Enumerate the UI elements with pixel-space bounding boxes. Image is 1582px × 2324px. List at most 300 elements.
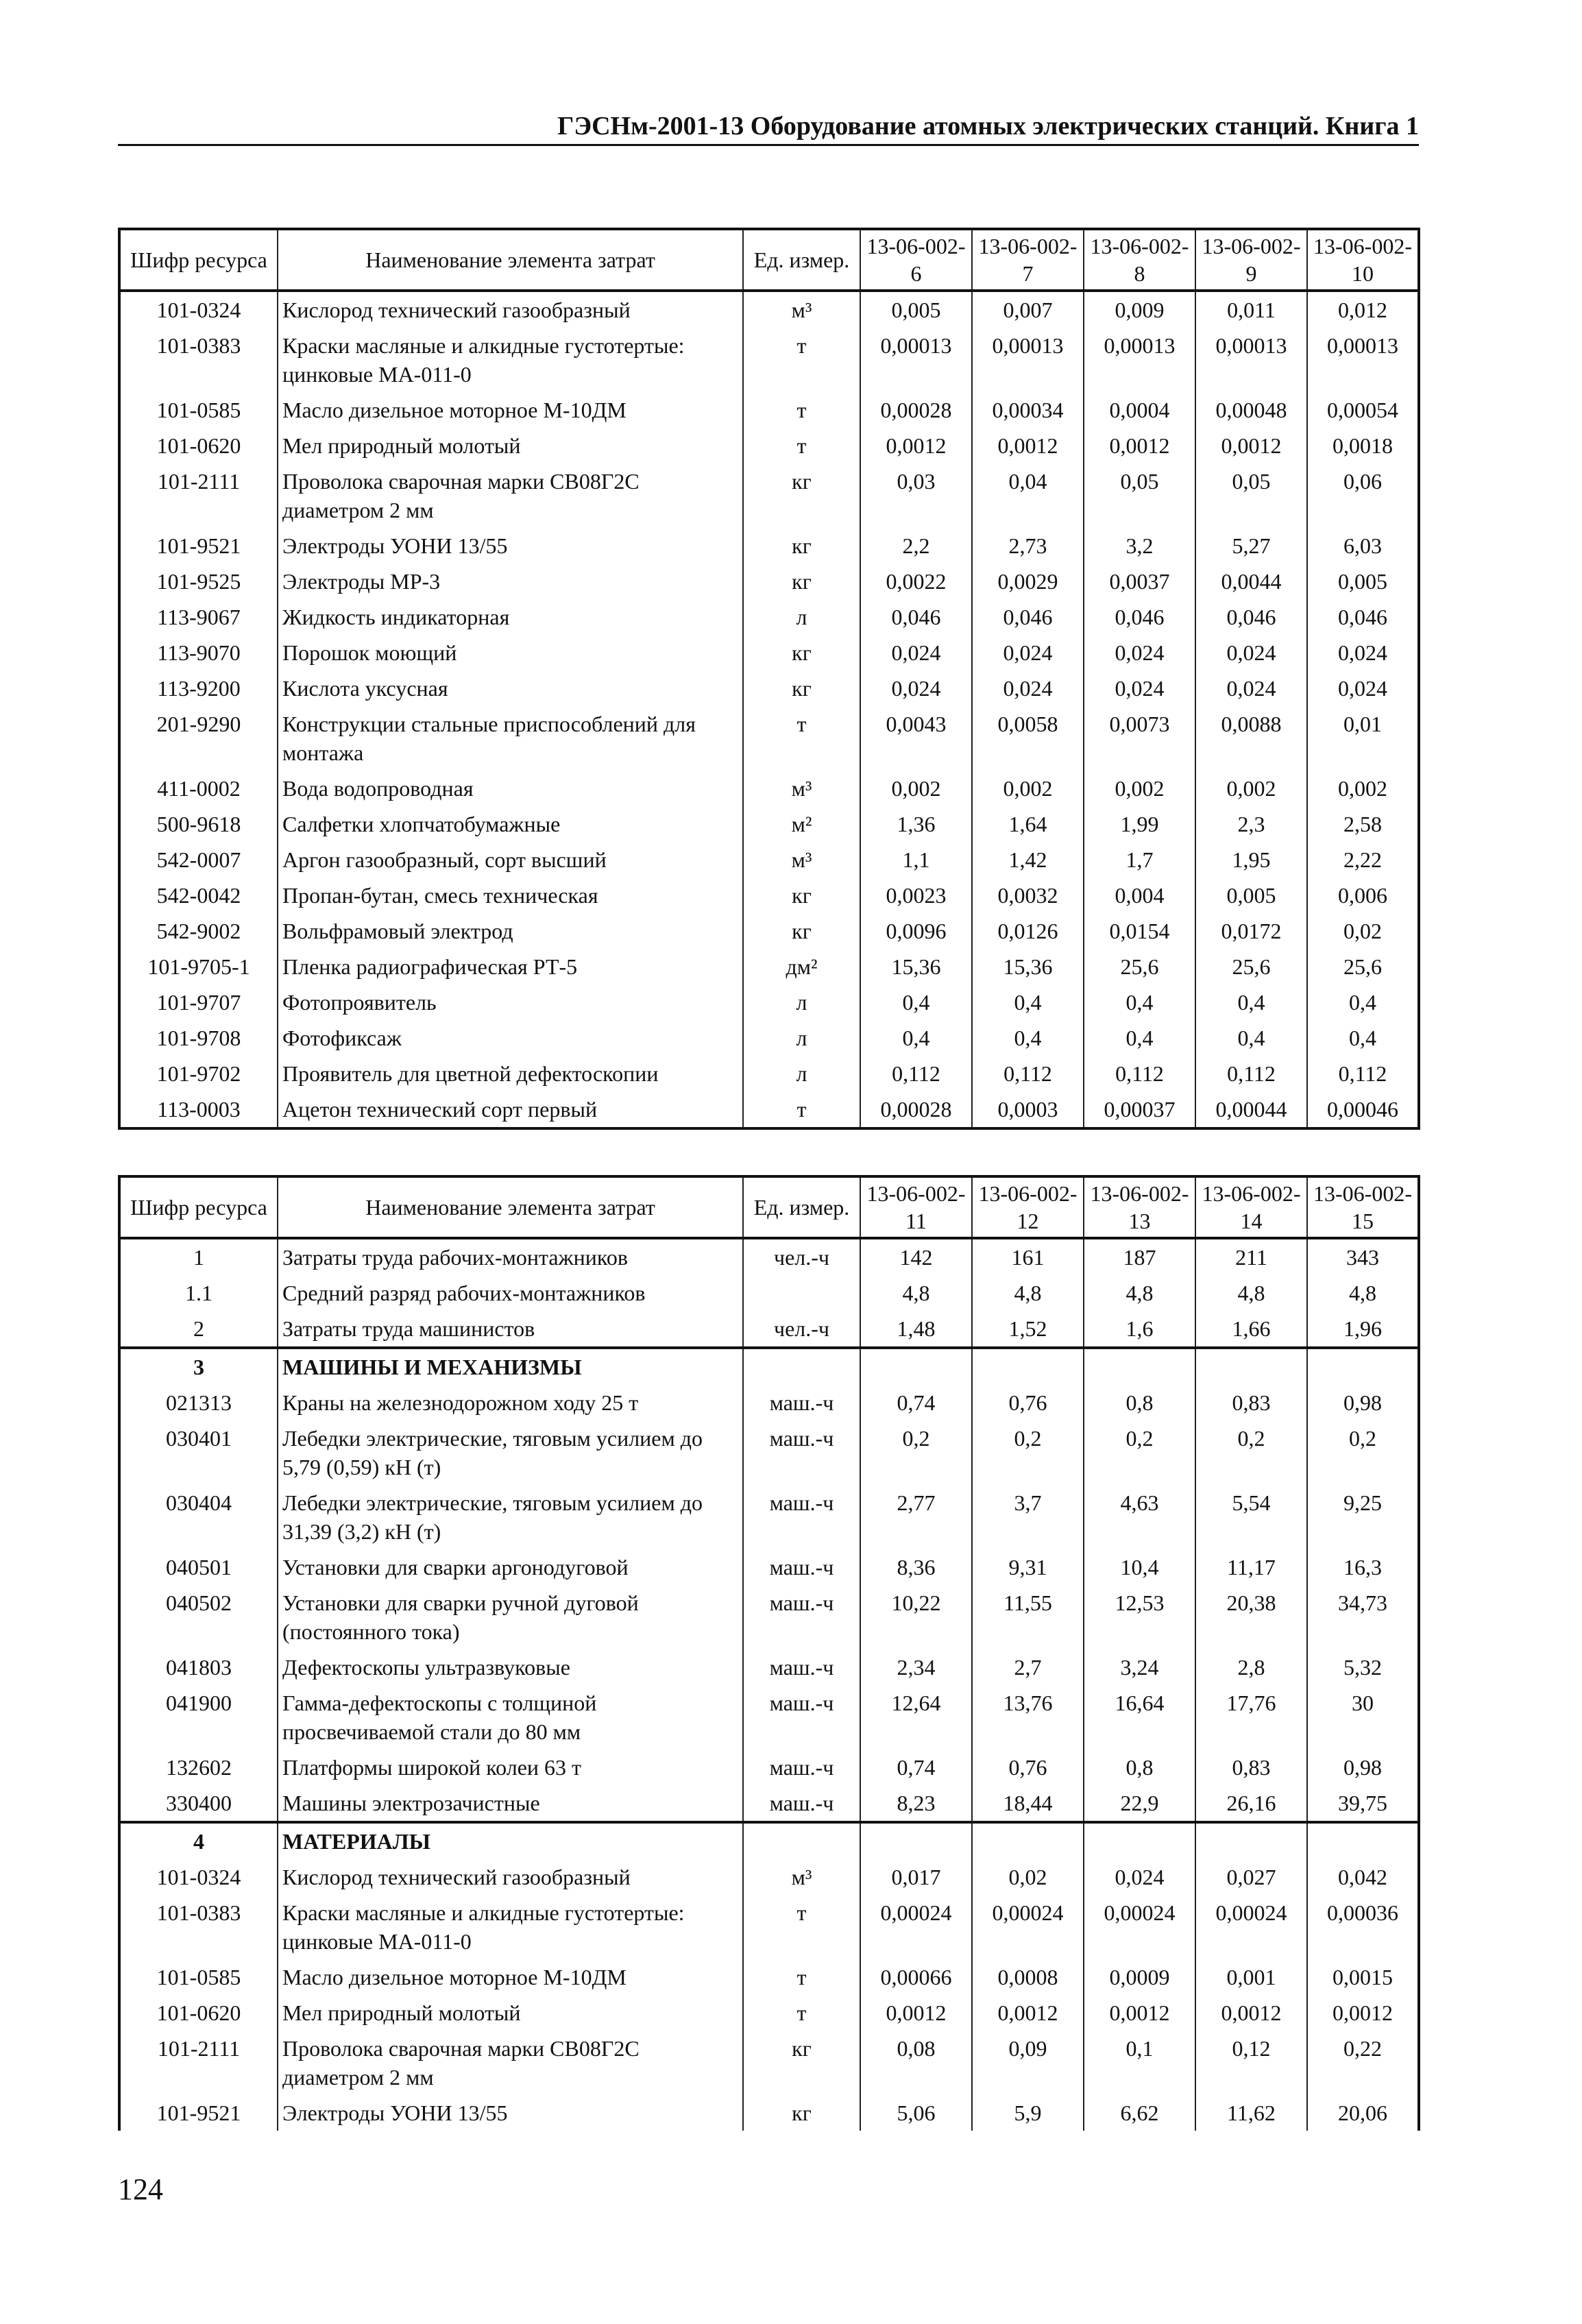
resource-code: 3 bbox=[119, 1348, 278, 1385]
value-cell: 0,0012 bbox=[860, 428, 972, 463]
resource-table-1 bbox=[118, 228, 1420, 1130]
value-cell: 0,4 bbox=[1084, 1020, 1195, 1056]
resource-code: 101-0324 bbox=[119, 1859, 278, 1895]
value-cell: 3,24 bbox=[1084, 1649, 1195, 1685]
value-cell: 0,74 bbox=[860, 1385, 972, 1420]
value-cell: 0,046 bbox=[972, 599, 1084, 635]
value-cell: 0,01 bbox=[1307, 706, 1419, 771]
header-name: Наименование элемента затрат bbox=[278, 1176, 743, 1238]
resource-code: 1.1 bbox=[119, 1275, 278, 1311]
value-cell: 4,8 bbox=[972, 1275, 1084, 1311]
value-cell: 0,0043 bbox=[860, 706, 972, 771]
unit-cell: м³ bbox=[743, 842, 860, 877]
value-cell: 0,024 bbox=[1084, 670, 1195, 706]
value-cell: 0,0012 bbox=[860, 1995, 972, 2031]
value-cell: 0,112 bbox=[860, 1056, 972, 1091]
value-cell: 5,32 bbox=[1307, 1649, 1419, 1685]
unit-cell: маш.-ч bbox=[743, 1385, 860, 1420]
resource-name: Масло дизельное моторное М-10ДМ bbox=[278, 392, 743, 428]
value-cell: 0,83 bbox=[1195, 1750, 1307, 1785]
value-cell: 9,25 bbox=[1307, 1485, 1419, 1549]
resource-name: Платформы широкой колеи 63 т bbox=[278, 1750, 743, 1785]
unit-cell: т bbox=[743, 1091, 860, 1128]
header-name: Наименование элемента затрат bbox=[278, 229, 743, 291]
resource-name: Вода водопроводная bbox=[278, 771, 743, 806]
value-cell: 0,2 bbox=[972, 1420, 1084, 1485]
value-cell: 0,0004 bbox=[1084, 392, 1195, 428]
value-cell: 0,002 bbox=[1195, 771, 1307, 806]
unit-cell: кг bbox=[743, 2095, 860, 2131]
resource-name: Проволока сварочная марки СВ08Г2С диаметром 2 мм bbox=[278, 463, 743, 528]
unit-cell: маш.-ч bbox=[743, 1549, 860, 1585]
resource-name: Конструкции стальные приспособлений для монтажа bbox=[278, 706, 743, 771]
unit-cell: т bbox=[743, 1959, 860, 1995]
value-cell: 0,74 bbox=[860, 1750, 972, 1785]
resource-name: Краски масляные и алкидные густотертые: цинковые МА-011-0 bbox=[278, 1895, 743, 1959]
table-header-row bbox=[119, 1176, 1419, 1238]
header-norm: 13-06-002-10 bbox=[1307, 229, 1419, 291]
value-cell: 0,024 bbox=[1195, 635, 1307, 670]
value-cell: 0,00013 bbox=[1195, 328, 1307, 392]
resource-code: 4 bbox=[119, 1822, 278, 1859]
value-cell: 1,99 bbox=[1084, 806, 1195, 842]
value-cell: 0,017 bbox=[860, 1859, 972, 1895]
value-cell: 0,00013 bbox=[1084, 328, 1195, 392]
value-cell: 20,06 bbox=[1307, 2095, 1419, 2131]
table-row bbox=[119, 1238, 1419, 1275]
value-cell: 0,009 bbox=[1084, 291, 1195, 328]
value-cell: 4,8 bbox=[1084, 1275, 1195, 1311]
unit-cell bbox=[743, 1822, 860, 1859]
table-row bbox=[119, 1859, 1419, 1895]
section-row bbox=[119, 1822, 1419, 1859]
resource-name: Вольфрамовый электрод bbox=[278, 913, 743, 949]
value-cell: 3,2 bbox=[1084, 528, 1195, 564]
value-cell: 0,024 bbox=[1307, 635, 1419, 670]
unit-cell: маш.-ч bbox=[743, 1485, 860, 1549]
value-cell: 2,58 bbox=[1307, 806, 1419, 842]
value-cell: 0,02 bbox=[972, 1859, 1084, 1895]
resource-name: Средний разряд рабочих-монтажников bbox=[278, 1275, 743, 1311]
unit-cell: маш.-ч bbox=[743, 1585, 860, 1649]
value-cell: 0,00048 bbox=[1195, 392, 1307, 428]
value-cell: 2,73 bbox=[972, 528, 1084, 564]
header-norm: 13-06-002-12 bbox=[972, 1176, 1084, 1238]
table-row bbox=[119, 1420, 1419, 1485]
value-cell: 0,8 bbox=[1084, 1385, 1195, 1420]
unit-cell: м³ bbox=[743, 291, 860, 328]
value-cell: 0,05 bbox=[1195, 463, 1307, 528]
value-cell: 0,00028 bbox=[860, 1091, 972, 1128]
value-cell: 142 bbox=[860, 1238, 972, 1275]
table-row bbox=[119, 1275, 1419, 1311]
value-cell: 0,98 bbox=[1307, 1750, 1419, 1785]
unit-cell: чел.-ч bbox=[743, 1311, 860, 1348]
table-row bbox=[119, 428, 1419, 463]
unit-cell bbox=[743, 1275, 860, 1311]
unit-cell: м³ bbox=[743, 1859, 860, 1895]
value-cell: 0,0022 bbox=[860, 564, 972, 599]
value-cell: 0,0015 bbox=[1307, 1959, 1419, 1995]
value-cell: 4,8 bbox=[1307, 1275, 1419, 1311]
value-cell: 0,112 bbox=[1195, 1056, 1307, 1091]
value-cell: 0,005 bbox=[860, 291, 972, 328]
value-cell: 0,0012 bbox=[1195, 428, 1307, 463]
resource-code: 030401 bbox=[119, 1420, 278, 1485]
value-cell: 0,06 bbox=[1307, 463, 1419, 528]
value-cell: 18,44 bbox=[972, 1785, 1084, 1822]
unit-cell: чел.-ч bbox=[743, 1238, 860, 1275]
unit-cell: кг bbox=[743, 913, 860, 949]
value-cell: 2,8 bbox=[1195, 1649, 1307, 1685]
value-cell: 2,2 bbox=[860, 528, 972, 564]
resource-code: 542-9002 bbox=[119, 913, 278, 949]
resource-name: Фотопроявитель bbox=[278, 984, 743, 1020]
value-cell: 0,0012 bbox=[972, 1995, 1084, 2031]
resource-name: Фотофиксаж bbox=[278, 1020, 743, 1056]
value-cell: 0,00024 bbox=[972, 1895, 1084, 1959]
value-cell: 0,98 bbox=[1307, 1385, 1419, 1420]
value-cell: 0,4 bbox=[1195, 1020, 1307, 1056]
resource-code: 101-9707 bbox=[119, 984, 278, 1020]
resource-name: Машины электрозачистные bbox=[278, 1785, 743, 1822]
resource-name: Пропан-бутан, смесь техническая bbox=[278, 877, 743, 913]
table-row bbox=[119, 1649, 1419, 1685]
value-cell: 8,36 bbox=[860, 1549, 972, 1585]
value-cell: 1,42 bbox=[972, 842, 1084, 877]
value-cell: 22,9 bbox=[1084, 1785, 1195, 1822]
value-cell: 0,0012 bbox=[1084, 1995, 1195, 2031]
resource-name: Мел природный молотый bbox=[278, 1995, 743, 2031]
table-row bbox=[119, 635, 1419, 670]
table-row bbox=[119, 877, 1419, 913]
value-cell: 13,76 bbox=[972, 1685, 1084, 1750]
resource-name: Электроды УОНИ 13/55 bbox=[278, 2095, 743, 2131]
unit-cell: маш.-ч bbox=[743, 1785, 860, 1822]
section-row bbox=[119, 1348, 1419, 1385]
table-row bbox=[119, 1091, 1419, 1128]
value-cell: 0,024 bbox=[1195, 670, 1307, 706]
value-cell: 343 bbox=[1307, 1238, 1419, 1275]
value-cell: 0,004 bbox=[1084, 877, 1195, 913]
value-cell: 1,64 bbox=[972, 806, 1084, 842]
table-row bbox=[119, 1549, 1419, 1585]
value-cell: 20,38 bbox=[1195, 1585, 1307, 1649]
resource-code: 040501 bbox=[119, 1549, 278, 1585]
value-cell bbox=[1307, 1348, 1419, 1385]
value-cell bbox=[1195, 1348, 1307, 1385]
resource-code: 1 bbox=[119, 1238, 278, 1275]
resource-code: 101-9702 bbox=[119, 1056, 278, 1091]
resource-code: 101-9708 bbox=[119, 1020, 278, 1056]
value-cell: 0,00024 bbox=[1195, 1895, 1307, 1959]
table-header-row bbox=[119, 229, 1419, 291]
value-cell: 0,112 bbox=[1307, 1056, 1419, 1091]
resource-name: Установки для сварки аргонодуговой bbox=[278, 1549, 743, 1585]
resource-name: МАТЕРИАЛЫ bbox=[278, 1822, 743, 1859]
header-norm: 13-06-002-9 bbox=[1195, 229, 1307, 291]
resource-code: 040502 bbox=[119, 1585, 278, 1649]
value-cell: 0,046 bbox=[860, 599, 972, 635]
table-row bbox=[119, 806, 1419, 842]
table-row bbox=[119, 771, 1419, 806]
table-row bbox=[119, 1385, 1419, 1420]
table-row bbox=[119, 463, 1419, 528]
resource-name: Проявитель для цветной дефектоскопии bbox=[278, 1056, 743, 1091]
value-cell: 0,4 bbox=[972, 984, 1084, 1020]
table-row bbox=[119, 564, 1419, 599]
resource-name: Краски масляные и алкидные густотертые: цинковые МА-011-0 bbox=[278, 328, 743, 392]
header-norm: 13-06-002-14 bbox=[1195, 1176, 1307, 1238]
value-cell: 4,8 bbox=[860, 1275, 972, 1311]
value-cell: 0,0009 bbox=[1084, 1959, 1195, 1995]
table-row bbox=[119, 392, 1419, 428]
value-cell: 0,002 bbox=[1307, 771, 1419, 806]
value-cell: 0,002 bbox=[972, 771, 1084, 806]
table-row bbox=[119, 1311, 1419, 1348]
unit-cell: т bbox=[743, 706, 860, 771]
value-cell: 0,112 bbox=[1084, 1056, 1195, 1091]
value-cell: 0,00028 bbox=[860, 392, 972, 428]
unit-cell: маш.-ч bbox=[743, 1649, 860, 1685]
resource-code: 101-2111 bbox=[119, 463, 278, 528]
resource-code: 101-9521 bbox=[119, 2095, 278, 2131]
table-row bbox=[119, 1895, 1419, 1959]
unit-cell: кг bbox=[743, 670, 860, 706]
table-row bbox=[119, 670, 1419, 706]
value-cell: 5,06 bbox=[860, 2095, 972, 2131]
value-cell: 1,95 bbox=[1195, 842, 1307, 877]
unit-cell: л bbox=[743, 984, 860, 1020]
value-cell: 1,1 bbox=[860, 842, 972, 877]
value-cell: 2,7 bbox=[972, 1649, 1084, 1685]
value-cell: 0,027 bbox=[1195, 1859, 1307, 1895]
resource-code: 041900 bbox=[119, 1685, 278, 1750]
value-cell: 0,046 bbox=[1084, 599, 1195, 635]
value-cell: 0,005 bbox=[1307, 564, 1419, 599]
value-cell bbox=[860, 1822, 972, 1859]
value-cell: 0,024 bbox=[972, 670, 1084, 706]
resource-name: Пленка радиографическая РТ-5 bbox=[278, 949, 743, 984]
value-cell: 5,9 bbox=[972, 2095, 1084, 2131]
value-cell: 0,4 bbox=[1195, 984, 1307, 1020]
header-code: Шифр ресурса bbox=[119, 229, 278, 291]
value-cell: 11,62 bbox=[1195, 2095, 1307, 2131]
value-cell: 16,3 bbox=[1307, 1549, 1419, 1585]
value-cell: 0,0012 bbox=[1307, 1995, 1419, 2031]
unit-cell: маш.-ч bbox=[743, 1750, 860, 1785]
unit-cell: кг bbox=[743, 635, 860, 670]
unit-cell: кг bbox=[743, 564, 860, 599]
value-cell: 0,4 bbox=[1084, 984, 1195, 1020]
value-cell: 5,54 bbox=[1195, 1485, 1307, 1549]
resource-code: 2 bbox=[119, 1311, 278, 1348]
table-row bbox=[119, 328, 1419, 392]
table-row bbox=[119, 1020, 1419, 1056]
table-row bbox=[119, 949, 1419, 984]
value-cell: 25,6 bbox=[1195, 949, 1307, 984]
resource-code: 101-0620 bbox=[119, 1995, 278, 2031]
header-code: Шифр ресурса bbox=[119, 1176, 278, 1238]
resource-name: Жидкость индикаторная bbox=[278, 599, 743, 635]
value-cell: 12,64 bbox=[860, 1685, 972, 1750]
header-norm: 13-06-002-11 bbox=[860, 1176, 972, 1238]
value-cell: 0,046 bbox=[1195, 599, 1307, 635]
value-cell: 0,0029 bbox=[972, 564, 1084, 599]
unit-cell: м³ bbox=[743, 771, 860, 806]
value-cell: 0,08 bbox=[860, 2031, 972, 2095]
header-norm: 13-06-002-15 bbox=[1307, 1176, 1419, 1238]
value-cell: 0,2 bbox=[860, 1420, 972, 1485]
unit-cell: м² bbox=[743, 806, 860, 842]
value-cell: 0,00066 bbox=[860, 1959, 972, 1995]
table-row bbox=[119, 1585, 1419, 1649]
value-cell bbox=[1195, 1822, 1307, 1859]
value-cell: 0,001 bbox=[1195, 1959, 1307, 1995]
table-row bbox=[119, 528, 1419, 564]
value-cell: 1,7 bbox=[1084, 842, 1195, 877]
header-unit: Ед. измер. bbox=[743, 229, 860, 291]
value-cell: 0,02 bbox=[1307, 913, 1419, 949]
value-cell: 0,4 bbox=[1307, 1020, 1419, 1056]
value-cell: 4,63 bbox=[1084, 1485, 1195, 1549]
value-cell: 0,00013 bbox=[1307, 328, 1419, 392]
unit-cell: т bbox=[743, 328, 860, 392]
value-cell: 39,75 bbox=[1307, 1785, 1419, 1822]
value-cell: 16,64 bbox=[1084, 1685, 1195, 1750]
value-cell: 0,006 bbox=[1307, 877, 1419, 913]
running-header: ГЭСНм-2001-13 Оборудование атомных электрических станций. Книга 1 bbox=[118, 111, 1419, 146]
resource-name: Аргон газообразный, сорт высший bbox=[278, 842, 743, 877]
table-row bbox=[119, 599, 1419, 635]
value-cell: 0,0096 bbox=[860, 913, 972, 949]
table-row bbox=[119, 984, 1419, 1020]
resource-name: Краны на железнодорожном ходу 25 т bbox=[278, 1385, 743, 1420]
resource-code: 041803 bbox=[119, 1649, 278, 1685]
value-cell: 0,042 bbox=[1307, 1859, 1419, 1895]
value-cell: 0,0012 bbox=[972, 428, 1084, 463]
header-norm: 13-06-002-8 bbox=[1084, 229, 1195, 291]
resource-name: Ацетон технический сорт первый bbox=[278, 1091, 743, 1128]
resource-code: 021313 bbox=[119, 1385, 278, 1420]
resource-name: Установки для сварки ручной дуговой (постоянного тока) bbox=[278, 1585, 743, 1649]
resource-code: 113-9067 bbox=[119, 599, 278, 635]
resource-code: 101-9705-1 bbox=[119, 949, 278, 984]
value-cell: 15,36 bbox=[972, 949, 1084, 984]
value-cell: 0,024 bbox=[1084, 635, 1195, 670]
value-cell: 0,00044 bbox=[1195, 1091, 1307, 1128]
header-norm: 13-06-002-13 bbox=[1084, 1176, 1195, 1238]
resource-code: 542-0042 bbox=[119, 877, 278, 913]
resource-code: 132602 bbox=[119, 1750, 278, 1785]
value-cell: 0,00013 bbox=[972, 328, 1084, 392]
resource-name: Затраты труда машинистов bbox=[278, 1311, 743, 1348]
table-row bbox=[119, 706, 1419, 771]
resource-code: 101-0620 bbox=[119, 428, 278, 463]
value-cell: 0,005 bbox=[1195, 877, 1307, 913]
value-cell: 0,024 bbox=[1084, 1859, 1195, 1895]
value-cell: 9,31 bbox=[972, 1549, 1084, 1585]
value-cell: 0,002 bbox=[1084, 771, 1195, 806]
value-cell: 5,27 bbox=[1195, 528, 1307, 564]
value-cell: 0,4 bbox=[860, 1020, 972, 1056]
value-cell: 0,0044 bbox=[1195, 564, 1307, 599]
value-cell: 0,0023 bbox=[860, 877, 972, 913]
table-row bbox=[119, 1959, 1419, 1995]
value-cell: 0,00034 bbox=[972, 392, 1084, 428]
value-cell: 11,17 bbox=[1195, 1549, 1307, 1585]
resource-name: Кислород технический газообразный bbox=[278, 291, 743, 328]
table-row bbox=[119, 291, 1419, 328]
table-row bbox=[119, 913, 1419, 949]
table-row bbox=[119, 1485, 1419, 1549]
value-cell: 0,0172 bbox=[1195, 913, 1307, 949]
value-cell bbox=[972, 1348, 1084, 1385]
resource-code: 500-9618 bbox=[119, 806, 278, 842]
value-cell: 0,011 bbox=[1195, 291, 1307, 328]
value-cell bbox=[860, 1348, 972, 1385]
table-row bbox=[119, 842, 1419, 877]
value-cell: 0,0008 bbox=[972, 1959, 1084, 1995]
value-cell: 0,1 bbox=[1084, 2031, 1195, 2095]
value-cell: 8,23 bbox=[860, 1785, 972, 1822]
unit-cell: кг bbox=[743, 877, 860, 913]
value-cell bbox=[1307, 1822, 1419, 1859]
value-cell: 26,16 bbox=[1195, 1785, 1307, 1822]
value-cell: 0,002 bbox=[860, 771, 972, 806]
value-cell: 0,0003 bbox=[972, 1091, 1084, 1128]
value-cell: 0,007 bbox=[972, 291, 1084, 328]
value-cell: 0,0154 bbox=[1084, 913, 1195, 949]
value-cell: 0,012 bbox=[1307, 291, 1419, 328]
resource-code: 330400 bbox=[119, 1785, 278, 1822]
resource-code: 030404 bbox=[119, 1485, 278, 1549]
resource-code: 101-9521 bbox=[119, 528, 278, 564]
value-cell: 2,22 bbox=[1307, 842, 1419, 877]
value-cell: 0,00013 bbox=[860, 328, 972, 392]
value-cell: 25,6 bbox=[1307, 949, 1419, 984]
value-cell: 0,024 bbox=[1307, 670, 1419, 706]
value-cell: 0,09 bbox=[972, 2031, 1084, 2095]
table-row bbox=[119, 2031, 1419, 2095]
resource-code: 113-0003 bbox=[119, 1091, 278, 1128]
value-cell: 1,48 bbox=[860, 1311, 972, 1348]
value-cell: 2,77 bbox=[860, 1485, 972, 1549]
page-number: 124 bbox=[118, 2172, 163, 2206]
resource-name: Салфетки хлопчатобумажные bbox=[278, 806, 743, 842]
value-cell: 0,00024 bbox=[1084, 1895, 1195, 1959]
resource-name: Мел природный молотый bbox=[278, 428, 743, 463]
resource-name: Дефектоскопы ультразвуковые bbox=[278, 1649, 743, 1685]
value-cell: 10,4 bbox=[1084, 1549, 1195, 1585]
value-cell: 1,66 bbox=[1195, 1311, 1307, 1348]
value-cell: 0,0012 bbox=[1195, 1995, 1307, 2031]
table-row bbox=[119, 1785, 1419, 1822]
resource-name: Проволока сварочная марки СВ08Г2С диаметром 2 мм bbox=[278, 2031, 743, 2095]
value-cell: 0,8 bbox=[1084, 1750, 1195, 1785]
value-cell: 187 bbox=[1084, 1238, 1195, 1275]
header-norm: 13-06-002-6 bbox=[860, 229, 972, 291]
value-cell: 0,0018 bbox=[1307, 428, 1419, 463]
value-cell: 0,22 bbox=[1307, 2031, 1419, 2095]
table-row bbox=[119, 2095, 1419, 2131]
resource-code: 411-0002 bbox=[119, 771, 278, 806]
value-cell: 0,2 bbox=[1307, 1420, 1419, 1485]
resource-code: 101-0585 bbox=[119, 1959, 278, 1995]
value-cell: 1,52 bbox=[972, 1311, 1084, 1348]
value-cell: 0,00036 bbox=[1307, 1895, 1419, 1959]
value-cell: 0,0088 bbox=[1195, 706, 1307, 771]
